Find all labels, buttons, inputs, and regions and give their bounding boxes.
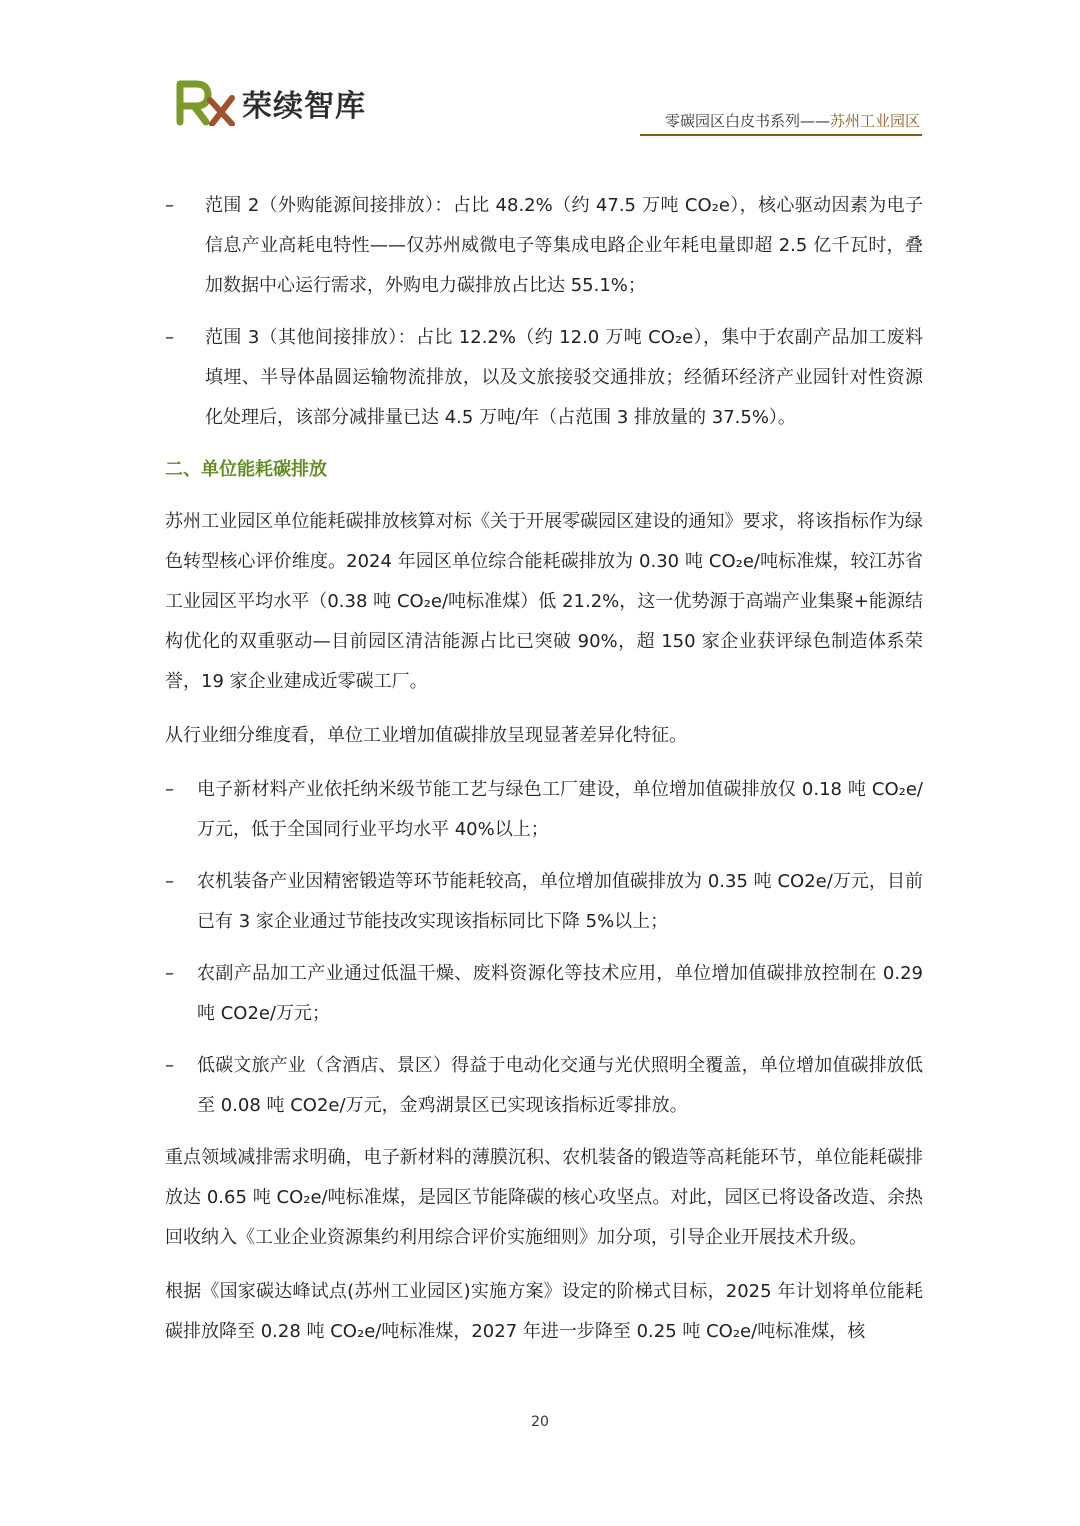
list-item bbox=[165, 1046, 923, 1126]
list-item bbox=[165, 318, 923, 438]
series-title-highlight: 苏州工业园区 bbox=[829, 112, 920, 130]
page-number: 20 bbox=[531, 1414, 549, 1430]
rx-logo-icon bbox=[176, 80, 236, 126]
list-item bbox=[165, 186, 923, 306]
logo-text: 荣续智库 bbox=[242, 89, 366, 124]
paragraph: 从行业细分维度看，单位工业增加值碳排放呈现显著差异化特征。 bbox=[165, 725, 687, 746]
list-dash: – bbox=[165, 1055, 174, 1076]
paragraph: 重点领域减排需求明确，电子新材料的薄膜沉积、农机装备的锻造等高耗能环节，单位能耗碳排放达 0.65 吨 CO₂e/吨标准煤，是园区节能降碳的核心攻坚点。对此，园区已将设备改造、余热回收纳入《工业企业资源集约利用综合评价实施细则》加分项，引导企业开展技术升级。 bbox=[165, 1147, 923, 1248]
list-dash: – bbox=[165, 779, 174, 800]
list-dash: – bbox=[165, 327, 174, 348]
list-item bbox=[165, 862, 923, 942]
list-item-text: 低碳文旅产业（含酒店、景区）得益于电动化交通与光伏照明全覆盖，单位增加值碳排放低至 0.08 吨 CO2e/万元，金鸡湖景区已实现该指标近零排放。 bbox=[197, 1055, 923, 1116]
list-item bbox=[165, 954, 923, 1034]
series-title bbox=[665, 110, 920, 131]
list-item-text: 范围 2（外购能源间接排放）：占比 48.2%（约 47.5 万吨 CO₂e），核心驱动因素为电子信息产业高耗电特性——仅苏州威微电子等集成电路企业年耗电量即超 2.5 亿千瓦时，叠加数据中心运行需求，外购电力碳排放占比达 55.1%； bbox=[205, 195, 923, 296]
paragraph: 苏州工业园区单位能耗碳排放核算对标《关于开展零碳园区建设的通知》要求，将该指标作为绿色转型核心评价维度。2024 年园区单位综合能耗碳排放为 0.30 吨 CO₂e/吨标准煤，较江苏省工业园区平均水平（0.38 吨 CO₂e/吨标准煤）低 21.2%，这一优势源于高端产业集聚+能源结构优化的双重驱动—目前园区清洁能源占比已突破 90%，超 150 家企业获评绿色制造体系荣誉，19 家企业建成近零碳工厂。 bbox=[165, 511, 923, 692]
page-body bbox=[165, 186, 923, 1366]
list-dash: – bbox=[165, 963, 174, 984]
list-item-text: 农机装备产业因精密锻造等环节能耗较高，单位增加值碳排放为 0.35 吨 CO2e/万元，目前已有 3 家企业通过节能技改实现该指标同比下降 5%以上； bbox=[197, 871, 923, 932]
list-dash: – bbox=[165, 195, 174, 216]
brand-logo bbox=[176, 80, 366, 126]
header-divider bbox=[640, 134, 922, 136]
list-item-text: 范围 3（其他间接排放）：占比 12.2%（约 12.0 万吨 CO₂e），集中于农副产品加工废料填埋、半导体晶圆运输物流排放，以及文旅接驳交通排放；经循环经济产业园针对性资源化处理后，该部分减排量已达 4.5 万吨/年（占范围 3 排放量的 37.5%）。 bbox=[205, 327, 923, 428]
list-item-text: 农副产品加工产业通过低温干燥、废料资源化等技术应用，单位增加值碳排放控制在 0.29 吨 CO2e/万元； bbox=[197, 963, 923, 1024]
paragraph: 根据《国家碳达峰试点(苏州工业园区)实施方案》设定的阶梯式目标，2025 年计划将单位能耗碳排放降至 0.28 吨 CO₂e/吨标准煤，2027 年进一步降至 0.25 吨 CO₂e/吨标准煤，核 bbox=[165, 1281, 923, 1342]
list-dash: – bbox=[165, 871, 174, 892]
list-item bbox=[165, 770, 923, 850]
list-item-text: 电子新材料产业依托纳米级节能工艺与绿色工厂建设，单位增加值碳排放仅 0.18 吨 CO₂e/万元，低于全国同行业平均水平 40%以上； bbox=[197, 779, 923, 840]
series-title-prefix: 零碳园区白皮书系列—— bbox=[664, 112, 830, 130]
section-heading: 二、单位能耗碳排放 bbox=[165, 459, 327, 480]
